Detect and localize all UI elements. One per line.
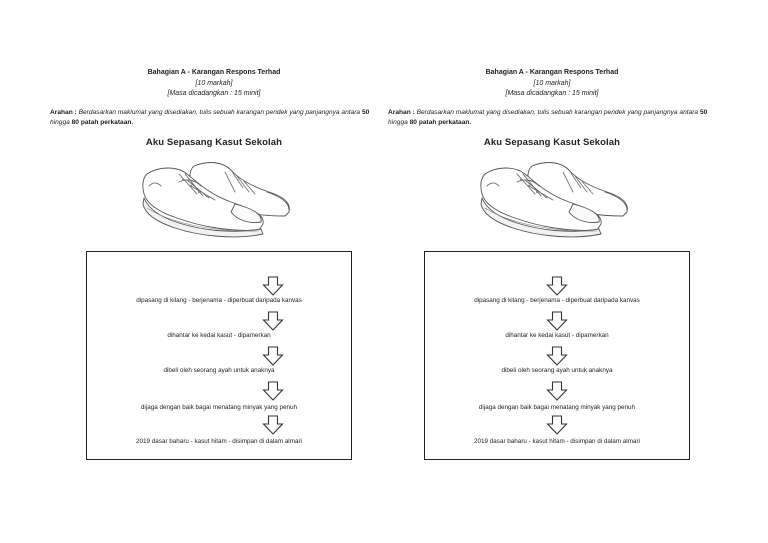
section-title: Bahagian A - Karangan Respons Terhad xyxy=(485,69,619,76)
down-arrow-icon xyxy=(262,346,284,366)
instruction-lead: Arahan : xyxy=(388,109,415,116)
section-header xyxy=(382,68,722,100)
section-title: Bahagian A - Karangan Respons Terhad xyxy=(147,69,281,76)
instruction xyxy=(388,108,718,127)
flow-step-3: dibeli oleh seorang ayah untuk anaknya xyxy=(501,367,613,374)
instruction-text: Berdasarkan maklumat yang disediakan, tulis sebuah karangan pendek yang panjangnya antara xyxy=(414,109,700,116)
down-arrow-icon xyxy=(262,415,284,435)
down-arrow-icon xyxy=(262,276,284,296)
down-arrow-icon xyxy=(262,381,284,401)
flow-step-1: dipasang di kilang - berjenama - diperbuat daripada kanvas xyxy=(474,297,640,304)
passage-title: Aku Sepasang Kasut Sekolah xyxy=(483,137,621,148)
instruction-min: 50 xyxy=(361,109,370,116)
instruction xyxy=(50,108,380,127)
flow-step-5: 2019 dasar baharu - kasut hitam - disimpan di dalam almari xyxy=(474,438,640,445)
worksheet-panel-left xyxy=(44,0,384,543)
flowchart-box xyxy=(86,251,352,460)
instruction-lead: Arahan : xyxy=(50,109,77,116)
instruction-mid: hingga xyxy=(50,118,72,126)
section-time: [Masa dicadangkan : 15 minit] xyxy=(167,90,261,97)
passage-title: Aku Sepasang Kasut Sekolah xyxy=(145,137,283,148)
section-header xyxy=(44,68,384,100)
flow-step-4: dijaga dengan baik bagai menatang minyak yang penuh xyxy=(478,404,636,411)
down-arrow-icon xyxy=(546,381,568,401)
section-marks: [10 markah] xyxy=(533,79,571,87)
section-time: [Masa dicadangkan : 15 minit] xyxy=(505,90,599,97)
down-arrow-icon xyxy=(546,346,568,366)
instruction-mid: hingga xyxy=(388,118,410,126)
instruction-max: 80 xyxy=(409,118,417,126)
flow-step-2: dihantar ke kedai kasut - dipamerkan xyxy=(167,332,271,339)
flow-step-1: dipasang di kilang - berjenama - diperbuat daripada kanvas xyxy=(136,297,302,304)
instruction-min: 50 xyxy=(699,109,708,116)
section-marks: [10 markah] xyxy=(195,79,233,87)
sneakers-illustration xyxy=(477,152,633,240)
down-arrow-icon xyxy=(546,311,568,331)
instruction-end: patah perkataan. xyxy=(416,118,472,126)
flow-step-3: dibeli oleh seorang ayah untuk anaknya xyxy=(163,367,275,374)
down-arrow-icon xyxy=(546,415,568,435)
instruction-max: 80 xyxy=(71,118,79,126)
flow-step-4: dijaga dengan baik bagai menatang minyak yang penuh xyxy=(140,404,298,411)
instruction-end: patah perkataan. xyxy=(78,118,134,126)
flow-step-2: dihantar ke kedai kasut - dipamerkan xyxy=(505,332,609,339)
down-arrow-icon xyxy=(262,311,284,331)
sneakers-illustration xyxy=(139,152,295,240)
worksheet-panel-right xyxy=(382,0,722,543)
down-arrow-icon xyxy=(546,276,568,296)
flowchart-box xyxy=(424,251,690,460)
instruction-text: Berdasarkan maklumat yang disediakan, tulis sebuah karangan pendek yang panjangnya antara xyxy=(76,109,362,116)
flow-step-5: 2019 dasar baharu - kasut hitam - disimpan di dalam almari xyxy=(136,438,302,445)
